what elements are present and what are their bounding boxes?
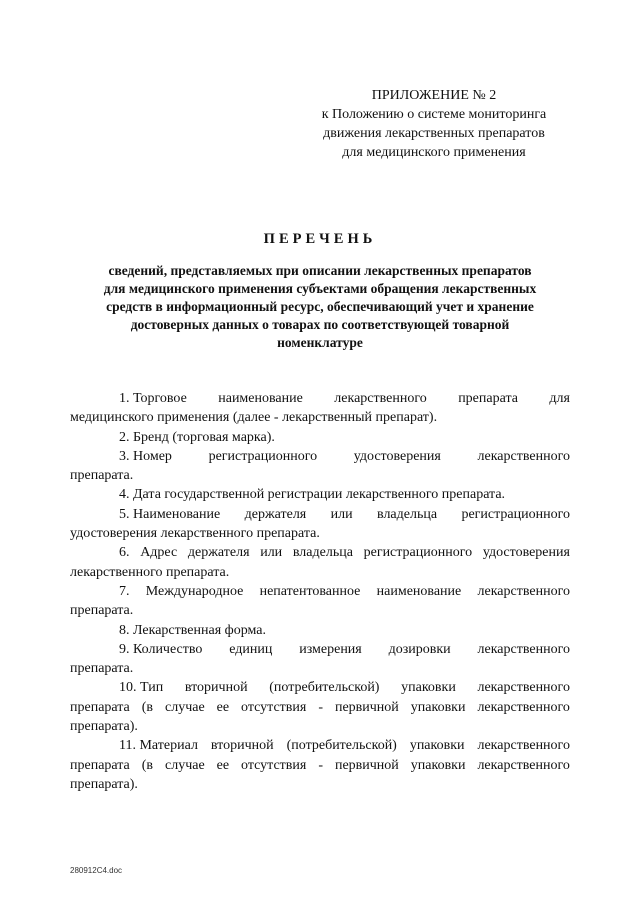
list-item-word: 1. Торговое	[119, 391, 187, 406]
list-item-word: вторичной	[210, 738, 274, 754]
list-item-word: -	[318, 757, 323, 773]
list-item-word: держателя	[244, 506, 307, 522]
list-item-word: регистрационного	[208, 448, 318, 464]
list-item-word: 7.	[119, 583, 130, 599]
list-item-word: непатентованное	[259, 583, 361, 599]
list-item-word: 3. Номер	[119, 448, 172, 464]
list-item-word: измерения	[299, 641, 362, 657]
list-item-line	[70, 543, 570, 562]
list-item	[70, 621, 570, 640]
list-item-word: регистрационного	[461, 506, 570, 522]
list-item-word: лекарственного	[477, 738, 570, 754]
list-item-word: владельца	[292, 545, 353, 561]
list-item-word: удостоверения	[482, 545, 570, 561]
annex-reference-line-3: для медицинского применения	[342, 145, 526, 160]
list-item-word: упаковки	[410, 699, 466, 715]
list-item-word: (потребительской)	[286, 738, 397, 754]
subtitle-line: достоверных данных о товарах по соответствующей товарной	[130, 317, 510, 332]
subtitle-line: для медицинского применения субъектами обращения лекарственных	[103, 281, 537, 296]
list-item	[70, 582, 570, 621]
list-item-line: 2. Бренд (торговая марка).	[119, 429, 275, 445]
list-item-word: (в	[141, 699, 154, 715]
list-item-word: дозировки	[388, 641, 451, 657]
list-item-line: медицинского применения (далее - лекарственный препарат).	[70, 410, 438, 426]
list-item-word: или	[260, 545, 283, 561]
document-title: ПЕРЕЧЕНЬ	[263, 231, 377, 247]
list-item-word: единиц	[229, 641, 273, 657]
list-item-line: препарата.	[70, 468, 134, 484]
list-item-word: (потребительской)	[269, 680, 380, 696]
list-item-line: 4. Дата государственной регистрации лекарственного препарата.	[119, 487, 506, 503]
file-name-footer: 280912С4.doc	[70, 866, 123, 875]
list-item-word: Адрес	[140, 545, 178, 561]
list-item-word: отсутствия	[241, 757, 307, 773]
list-item-line: лекарственного препарата.	[70, 564, 230, 580]
list-item-word: случае	[165, 757, 205, 773]
list-item-line	[70, 389, 570, 408]
document-subtitle	[70, 262, 570, 352]
list-item-word: 11. Материал	[119, 738, 198, 754]
list-item-word: случае	[165, 699, 205, 715]
list-item	[70, 543, 570, 582]
list-item-line: 8. Лекарственная форма.	[119, 622, 266, 638]
list-item-line: препарата).	[70, 719, 138, 735]
list-item-word: (в	[141, 757, 154, 773]
list-item-word: первичной	[334, 757, 399, 773]
list-item-line: удостоверения лекарственного препарата.	[70, 526, 320, 542]
list-item	[70, 389, 570, 428]
annex-header	[298, 86, 570, 162]
list-item-line	[70, 698, 570, 717]
list-item-line	[70, 640, 570, 659]
list-item-word: лекарственного	[477, 699, 570, 715]
list-item-line	[70, 756, 570, 775]
list-item-line: препарата.	[70, 661, 134, 677]
list-item-word: наименование	[376, 583, 462, 599]
list-item	[70, 640, 570, 679]
list-item	[70, 447, 570, 486]
list-item-word: или	[330, 506, 353, 522]
list-item-line	[70, 582, 570, 601]
list-item-word: удостоверения	[353, 448, 441, 464]
list-item-word: регистрационного	[363, 545, 473, 561]
list-item-line: препарата).	[70, 776, 138, 792]
list-item-word: 9. Количество	[119, 641, 203, 657]
list-item-word: 6.	[119, 545, 130, 561]
subtitle-line: сведений, представляемых при описании лекарственных препаратов	[108, 263, 532, 278]
list-item-line	[70, 505, 570, 524]
list-item-word: препарата	[70, 757, 130, 773]
list-item-word: лекарственного	[477, 757, 570, 773]
list-item-word: 10. Тип	[119, 680, 164, 696]
list-item-word: первичной	[334, 699, 399, 715]
list-item-word: лекарственного	[477, 448, 570, 464]
list-item-word: ее	[216, 757, 230, 773]
list-item-line	[70, 736, 570, 755]
list-item-word: препарата	[70, 699, 130, 715]
list-item-word: упаковки	[409, 738, 465, 754]
list-item-word: лекарственного	[477, 680, 570, 696]
list-item-line: препарата.	[70, 603, 134, 619]
list-item-word: лекарственного	[334, 391, 427, 406]
list-item-word: отсутствия	[241, 699, 307, 715]
list-item-word: лекарственного	[477, 641, 570, 657]
list-item-word: для	[549, 391, 570, 406]
subtitle-line: средств в информационный ресурс, обеспечивающий учет и хранение	[106, 299, 534, 314]
annex-reference-line-2: движения лекарственных препаратов	[323, 126, 545, 141]
list-item-word: -	[318, 699, 323, 715]
list-item	[70, 678, 570, 736]
list-item	[70, 505, 570, 544]
subtitle-line: номенклатуре	[277, 335, 363, 350]
list-item-word: ее	[216, 699, 230, 715]
list-item	[70, 736, 570, 794]
list-item-word: упаковки	[410, 757, 466, 773]
list-item-word: Международное	[145, 583, 244, 599]
list-item	[70, 428, 570, 447]
list-item-word: лекарственного	[477, 583, 570, 599]
list-item	[70, 485, 570, 504]
list-item-line	[70, 447, 570, 466]
list-item-word: держателя	[187, 545, 250, 561]
annex-reference-line-1: к Положению о системе мониторинга	[321, 107, 547, 122]
list-item-word: упаковки	[401, 680, 456, 696]
list-item-word: наименование	[218, 391, 303, 406]
list-item-word: владельца	[377, 506, 438, 522]
items-list	[70, 389, 570, 794]
annex-number: ПРИЛОЖЕНИЕ № 2	[371, 88, 497, 103]
list-item-line	[70, 678, 570, 697]
list-item-word: препарата	[458, 391, 518, 406]
list-item-word: вторичной	[184, 680, 248, 696]
list-item-word: 5. Наименование	[119, 506, 221, 522]
